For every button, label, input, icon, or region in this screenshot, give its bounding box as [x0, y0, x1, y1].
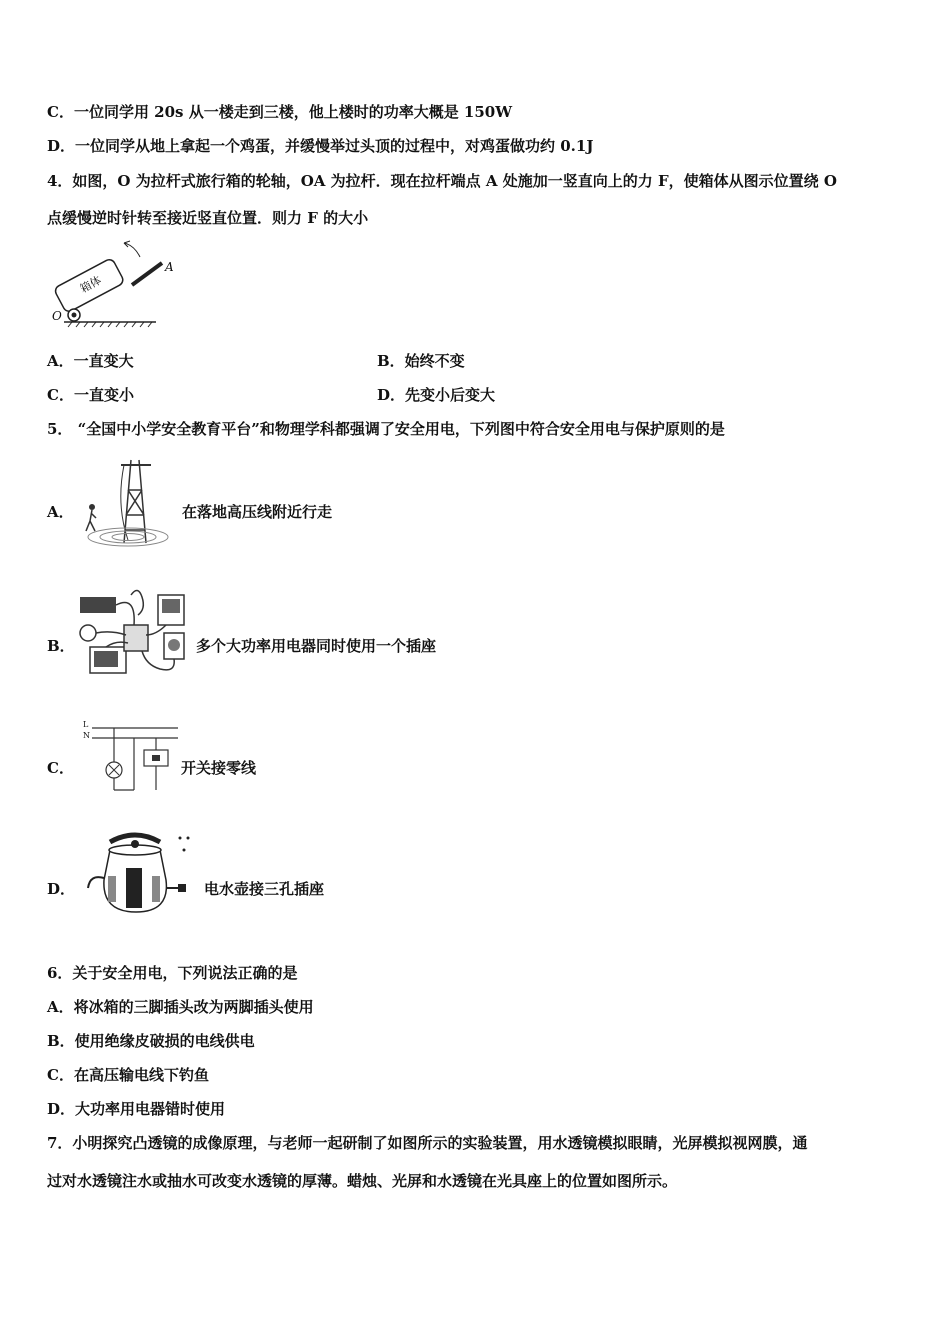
q3-option-d: D．一位同学从地上拿起一个鸡蛋，并缓慢举过头顶的过程中，对鸡蛋做功约 0.1J — [47, 137, 594, 155]
q4-stem-line2: 点缓慢逆时针转至接近竖直位置．则力 F 的大小 — [47, 209, 369, 227]
q5-option-a-caption: 在落地高压线附近行走 — [182, 503, 333, 521]
electric-kettle-icon — [80, 828, 195, 918]
high-voltage-tower-icon — [76, 455, 176, 550]
q6-stem: 6．关于安全用电，下列说法正确的是 — [47, 964, 298, 982]
q4-option-c: C．一直变小 — [47, 386, 134, 404]
suitcase-figure — [44, 237, 164, 331]
q4-option-d: D．先变小后变大 — [377, 386, 496, 404]
q5-option-a-letter: A． — [47, 503, 74, 521]
q5-option-b-caption: 多个大功率用电器同时使用一个插座 — [196, 637, 437, 655]
q4-option-a: A．一直变大 — [47, 352, 134, 370]
neutral-wire-label: N — [83, 731, 90, 740]
q7-stem-line1: 7．小明探究凸透镜的成像原理，与老师一起研制了如图所示的实验装置，用水透镜模拟眼睛，光屏模拟视网膜，通 — [47, 1134, 808, 1152]
q6-option-c: C．在高压输电线下钓鱼 — [47, 1066, 209, 1084]
point-o-label: O — [52, 309, 62, 323]
q5-option-d-letter: D． — [47, 880, 76, 898]
q5-option-b-letter: B． — [47, 637, 75, 655]
q4-stem-line1: 4．如图，O 为拉杆式旅行箱的轮轴，OA 为拉杆．现在拉杆端点 A 处施加一竖直向上的力 F，使箱体从图示位置绕 O — [47, 172, 837, 190]
q5-stem: 5． “全国中小学安全教育平台”和物理学科都强调了安全用电，下列图中符合安全用电与保护原则的是 — [47, 420, 725, 438]
q5-option-c-letter: C． — [47, 759, 74, 777]
q7-stem-line2: 过对水透镜注水或抽水可改变水透镜的厚薄。蜡烛、光屏和水透镜在光具座上的位置如图所示。 — [47, 1172, 678, 1190]
overloaded-socket-icon — [76, 585, 191, 680]
q4-option-b: B．始终不变 — [377, 352, 465, 370]
point-a-label: A — [165, 260, 174, 274]
live-wire-label: L — [83, 720, 89, 729]
q6-option-b: B．使用绝缘皮破损的电线供电 — [47, 1032, 255, 1050]
suitcase-box-label: 箱体 — [78, 273, 104, 296]
q5-option-c-caption: 开关接零线 — [181, 759, 257, 777]
q3-option-c: C．一位同学用 20s 从一楼走到三楼，他上楼时的功率大概是 150W — [47, 103, 513, 121]
q5-option-d-caption: 电水壶接三孔插座 — [204, 880, 325, 898]
q6-option-a: A．将冰箱的三脚插头改为两脚插头使用 — [47, 998, 314, 1016]
q6-option-d: D．大功率用电器错时使用 — [47, 1100, 226, 1118]
circuit-diagram-icon — [80, 720, 180, 795]
